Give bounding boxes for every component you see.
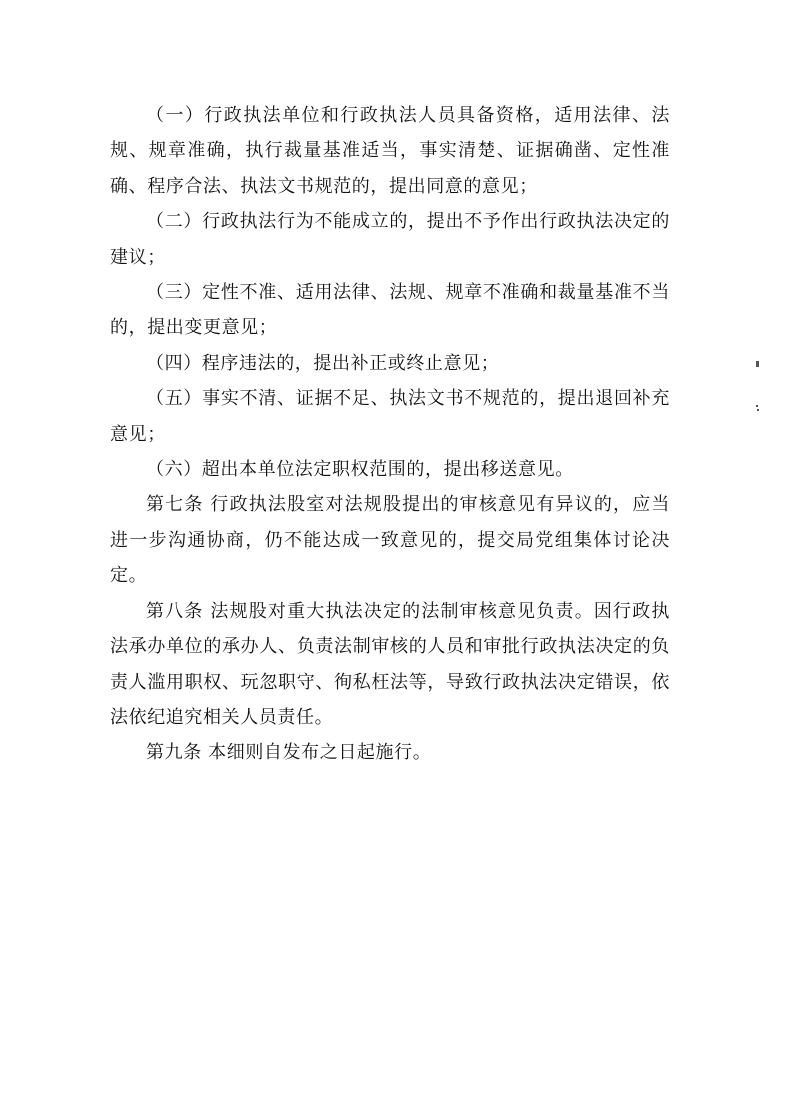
paragraph-item-6: （六）超出本单位法定职权范围的，提出移送意见。 — [146, 459, 574, 481]
scan-mark-top — [755, 360, 761, 373]
document-body — [110, 98, 670, 771]
paragraph-item-3: （三）定性不准、适用法律、法规、规章不准确和裁量基准不当的，提出变更意见； — [110, 282, 670, 339]
article-8: 第八条 法规股对重大执法决定的法制审核意见负责。因行政执法承办单位的承办人、负责法制审核的人员和审批行政执法决定的负责人滥用职权、玩忽职守、徇私枉法等，导致行政执法决定错误，依法依纪追究相关人员责任。 — [110, 600, 670, 728]
article-9: 第九条 本细则自发布之日起施行。 — [146, 742, 432, 764]
scan-mark-bottom — [755, 404, 761, 417]
article-7: 第七条 行政执法股室对法规股提出的审核意见有异议的，应当进一步沟通协商，仍不能达成一致意见的，提交局党组集体讨论决定。 — [110, 494, 670, 587]
paragraph-item-2: （二）行政执法行为不能成立的，提出不予作出行政执法决定的建议； — [110, 211, 670, 268]
paragraph-item-5: （五）事实不清、证据不足、执法文书不规范的，提出退回补充意见； — [110, 388, 670, 445]
paragraph-item-4: （四）程序违法的，提出补正或终止意见； — [146, 352, 500, 374]
paragraph-item-1: （一）行政执法单位和行政执法人员具备资格，适用法律、法规、规章准确，执行裁量基准适当，事实清楚、证据确凿、定性准确、程序合法、执法文书规范的，提出同意的意见； — [110, 105, 670, 197]
